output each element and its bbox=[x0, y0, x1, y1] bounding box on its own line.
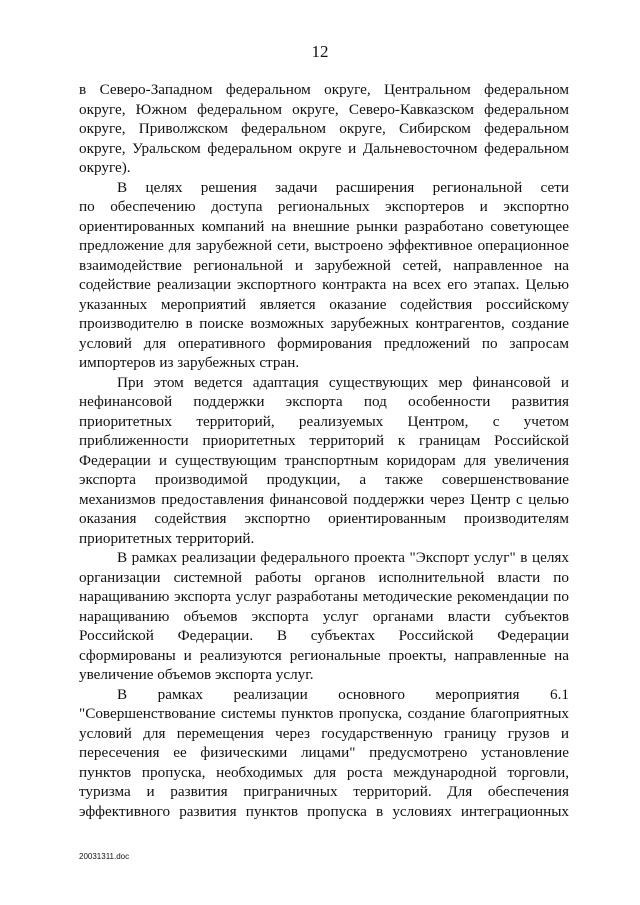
text-line: организации системной работы органов исполнительной власти по bbox=[79, 568, 569, 586]
text-line: производителю в поиске возможных зарубежных контрагентов, создание bbox=[79, 315, 569, 332]
text-line: Федерации и существующим транспортным коридорам для увеличения bbox=[79, 451, 569, 469]
text-line: округе, Уральском федеральном округе и Дальневосточном федеральном bbox=[79, 139, 569, 157]
text-line: сформированы и реализуются региональные проекты, направленные на bbox=[79, 646, 569, 664]
text-line: пересечения ее физическими лицами" предусмотрено установление bbox=[79, 744, 569, 761]
text-line: В целях решения задачи расширения региональной сети bbox=[117, 178, 569, 196]
text-line: При этом ведется адаптация существующих мер финансовой и bbox=[117, 373, 569, 391]
text-line: эффективного развития пунктов пропуска в условиях интеграционных bbox=[79, 802, 569, 820]
text-line: приближенности приоритетных территорий к границам Российской bbox=[79, 432, 569, 449]
text-line: нефинансовой поддержки экспорта под особенности развития bbox=[79, 393, 569, 410]
text-line: Российской Федерации. В субъектах Российской Федерации bbox=[79, 627, 569, 644]
paragraph-4 bbox=[79, 548, 569, 685]
text-line: условий для перемещения через государственную границу грузов и bbox=[79, 724, 569, 742]
text-line: округе). bbox=[79, 159, 131, 176]
paragraph-2 bbox=[79, 178, 569, 373]
text-line: указанных мероприятий является оказание содействия российскому bbox=[79, 295, 569, 313]
footer-filename: 20031311.doc bbox=[79, 852, 130, 861]
paragraph-3 bbox=[79, 373, 569, 549]
text-line: механизмов предоставления финансовой поддержки через Центр с целью bbox=[79, 490, 569, 508]
text-line: приоритетных территорий, реализуемых Центром, с учетом bbox=[79, 412, 569, 430]
paragraph-1 bbox=[79, 80, 569, 178]
text-line: наращиванию объемов экспорта услуг органами власти субъектов bbox=[79, 607, 569, 625]
text-line: В рамках реализации основного мероприятия 6.1 bbox=[117, 685, 569, 703]
text-line: в Северо-Западном федеральном округе, Центральном федеральном bbox=[79, 81, 569, 98]
text-line: условий для оперативного формирования предложений по запросам bbox=[79, 334, 569, 352]
page-number: 12 bbox=[311, 42, 329, 61]
text-line: увеличение объемов экспорта услуг. bbox=[79, 666, 314, 683]
text-line: наращиванию экспорта услуг разработаны методические рекомендации по bbox=[79, 588, 569, 605]
text-line: туризма и развития приграничных территорий. Для обеспечения bbox=[79, 783, 569, 800]
text-line: В рамках реализации федерального проекта "Экспорт услуг" в целях bbox=[117, 549, 569, 566]
body-text bbox=[79, 80, 569, 821]
text-line: округе, Приволжском федеральном округе, Сибирском федеральном bbox=[79, 120, 569, 137]
text-line: взаимодействие региональной и зарубежной сетей, направленное на bbox=[79, 256, 569, 274]
text-line: ориентированных компаний на внешние рынки разработано советующее bbox=[79, 217, 569, 235]
text-line: приоритетных территорий. bbox=[79, 529, 255, 547]
text-line: оказания содействия экспортно ориентированным производителям bbox=[79, 510, 569, 527]
text-line: по обеспечению доступа региональных экспортеров и экспортно bbox=[79, 198, 569, 215]
text-line: "Совершенствование системы пунктов пропуска, создание благоприятных bbox=[79, 705, 569, 722]
text-line: импортеров из зарубежных стран. bbox=[79, 354, 300, 371]
paragraph-5 bbox=[79, 685, 569, 822]
text-line: пунктов пропуска, необходимых для роста международной торговли, bbox=[79, 763, 569, 781]
text-line: экспорта производимой продукции, а также совершенствование bbox=[79, 471, 569, 488]
text-line: предложение для зарубежной сети, выстроено эффективное операционное bbox=[79, 237, 569, 254]
text-line: содействие реализации экспортного контракта на всех его этапах. Целью bbox=[79, 276, 569, 293]
text-line: округе, Южном федеральном округе, Северо-Кавказском федеральном bbox=[79, 100, 569, 118]
